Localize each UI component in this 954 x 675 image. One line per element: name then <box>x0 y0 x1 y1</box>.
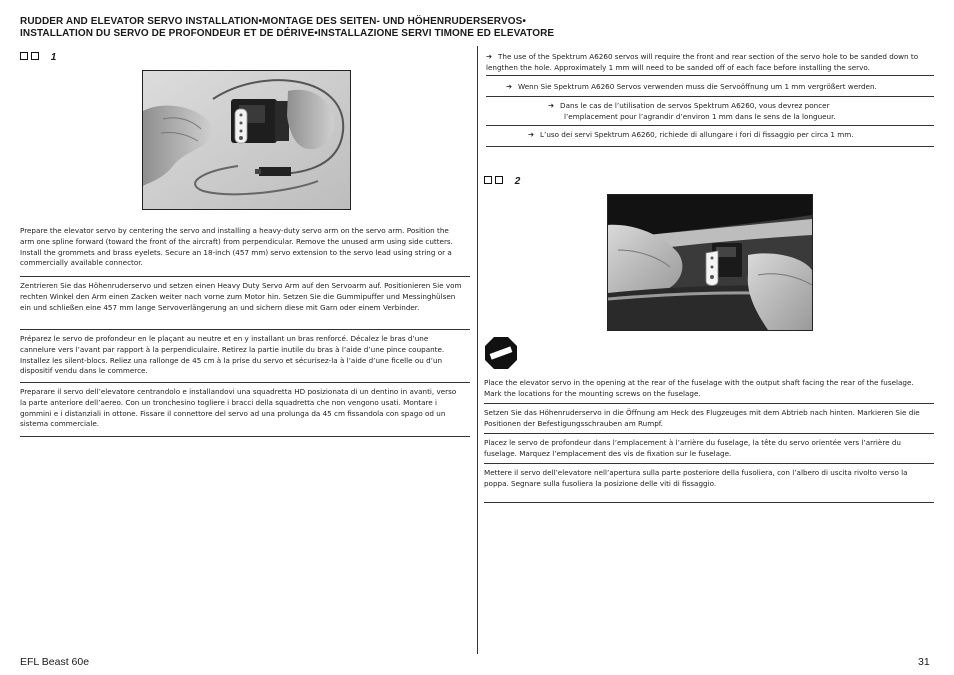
step-1-text-en: Prepare the elevator servo by centering the servo and installing a heavy-duty servo arm on the servo arm. Position the arm one spline forward (toward the front of the aircraft) from perpendicular. Remove the unused arm using side cutters. Install the grommets and brass eyelets. Secure an 18-inch (457 mm) servo extension to the servo lead using string or a commercially available connector. <box>20 226 453 268</box>
divider <box>486 96 934 97</box>
step-2-text-it: Mettere il servo dell’elevatore nell’apertura sulla parte posteriore della fusoliera, con l’albero di uscita rivolto verso la poppa. Segnare sulla fusoliera la posizione delle viti di fissaggio. <box>484 468 908 488</box>
step-2-number: 2 <box>514 176 521 187</box>
arrow-icon: ➔ <box>548 101 555 110</box>
divider <box>484 433 934 434</box>
divider <box>486 75 934 76</box>
page-title <box>20 16 720 40</box>
note-fr-line-1: Dans le cas de l’utilisation de servos Spektrum A6260, vous devrez poncer <box>560 101 830 110</box>
note-de <box>506 82 934 93</box>
servo-arm-photo-image <box>143 71 350 209</box>
step-1-text-de: Zentrieren Sie das Höhenruderservo und setzen einen Heavy Duty Servo Arm auf den Servoarm auf. Positionieren Sie vom rechten Winkel den Arm einen Zacken weiter nach vorne zum Motor hin. Setzen Sie die Gummipuffer und Messinghülsen ein und schließen eine 457 mm lange Servoverlängerung an und sichern diese mit Garn oder einem Verbinder. <box>20 281 462 312</box>
step-2-text-fr: Placez le servo de profondeur dans l’emplacement à l’arrière du fuselage, la tête du servo orientée vers l’arrière du fuselage. Marquez l’emplacement des vis de fixation sur le fuselage. <box>484 438 901 458</box>
step-2-text-en: Place the elevator servo in the opening at the rear of the fuselage with the output shaft facing the rear of the fuselage. Mark the locations for the mounting screws on the fuselage. <box>484 378 914 398</box>
step-1-marker <box>20 52 56 64</box>
warning-stop-icon <box>484 336 518 370</box>
title-line-2: INSTALLATION DU SERVO DE PROFONDEUR ET DE DÉRIVE•INSTALLAZIONE SERVI TIMONE ED ELEVATORE <box>20 28 555 39</box>
divider <box>20 436 470 437</box>
arrow-icon: ➔ <box>506 82 513 91</box>
divider <box>20 382 470 383</box>
title-line-1: RUDDER AND ELEVATOR SERVO INSTALLATION•MONTAGE DES SEITEN- UND HÖHENRUDERSERVOS• <box>20 16 526 27</box>
note-en <box>486 52 928 73</box>
note-it-text: L’uso dei servi Spektrum A6260, richiede di allungare i fori di fissaggio per circa 1 mm. <box>540 130 854 139</box>
fuselage-servo-photo-image <box>608 195 812 330</box>
servo-arm-photo <box>142 70 351 210</box>
checkbox-icon <box>20 52 28 60</box>
step-1-text-it: Preparare il servo dell’elevatore centrandolo e installandovi una squadretta HD posizionata di un dentino in avanti, verso la parte anteriore dell’aereo. Con un tronchesino togliere i bracci della squadretta che non vengono usati. Montare i gommini e i distanziali in ottone. Fissare il connettore del servo ad una prolunga da 45 cm fissandola con spago od un sistema commerciale. <box>20 387 457 429</box>
checkbox-icon <box>484 176 492 184</box>
divider <box>20 276 470 277</box>
note-en-text: The use of the Spektrum A6260 servos will require the front and rear section of the servo hole to be sanded down to lengthen the hole. Approximately 1 mm will need to be sanded off of each face before installing the servo. <box>486 52 919 72</box>
checkbox-icon <box>495 176 503 184</box>
divider <box>20 329 470 330</box>
step-1-number: 1 <box>50 52 57 63</box>
divider <box>484 502 934 503</box>
fuselage-servo-photo <box>607 194 813 331</box>
step-2-text-de: Setzen Sie das Höhenruderservo in die Öffnung am Heck des Flugzeuges mit dem Abtrieb nach hinten. Markieren Sie die Positionen der Befestigungsschrauben am Rumpf. <box>484 408 920 428</box>
note-fr <box>548 101 928 122</box>
note-fr-line-2: l’emplacement pour l’agrandir d’environ 1 mm dans le sens de la longueur. <box>564 111 836 121</box>
note-it <box>528 130 928 141</box>
footer-model-name: EFL Beast 60e <box>20 656 90 668</box>
arrow-icon: ➔ <box>528 130 535 139</box>
divider <box>486 146 934 147</box>
page-number: 31 <box>918 656 930 668</box>
divider <box>484 463 934 464</box>
column-divider <box>477 46 478 654</box>
divider <box>486 125 934 126</box>
step-1-text-fr: Préparez le servo de profondeur en le plaçant au neutre et en y installant un bras renforcé. Décalez le bras d’une cannelure vers l’avant par rapport à la perpendiculaire. Retirez la partie inutile du bras à l’aide d’une pince coupante. Installez les silent-blocs. Reliez una rallonge de 45 cm à la prise du servo et sécurisez-la à l’aide d’une ficelle ou d’un dispositif vendu dans le commerce. <box>20 334 445 376</box>
divider <box>484 403 934 404</box>
step-2-marker <box>484 176 520 188</box>
checkbox-icon <box>31 52 39 60</box>
arrow-icon: ➔ <box>486 52 493 61</box>
note-de-text: Wenn Sie Spektrum A6260 Servos verwenden muss die Servoöffnung um 1 mm vergrößert werden. <box>518 82 877 91</box>
